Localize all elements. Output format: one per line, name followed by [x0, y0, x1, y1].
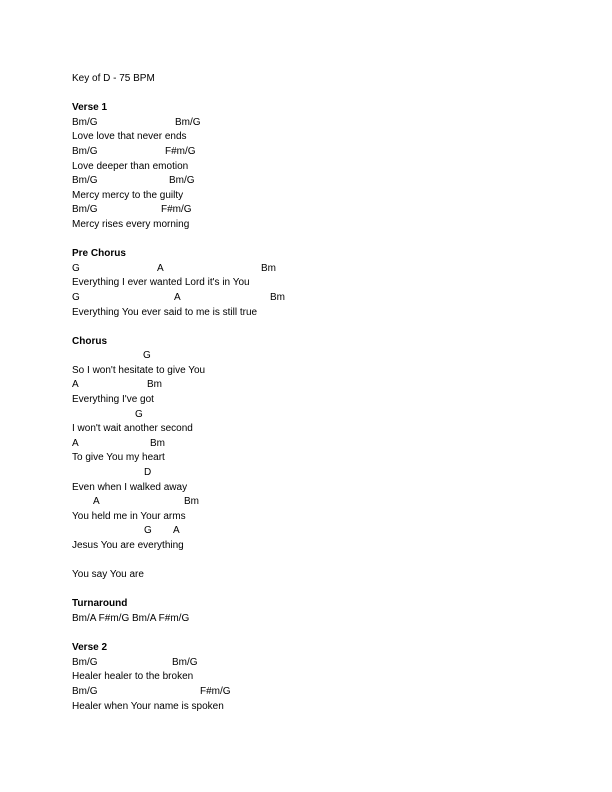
- chord-line: [72, 466, 592, 481]
- lyric-line: Healer healer to the broken: [72, 671, 194, 683]
- chord-line: [72, 495, 592, 510]
- lyric-line: You say You are: [72, 569, 144, 581]
- chord: Bm: [184, 496, 199, 508]
- chord: F#m/G: [161, 204, 192, 216]
- lyric-line: Healer when Your name is spoken: [72, 700, 224, 712]
- chord: Bm/G: [72, 175, 98, 187]
- lyric-line: To give You my heart: [72, 452, 165, 464]
- chord: A: [72, 437, 79, 449]
- chord: F#m/G: [165, 145, 196, 157]
- chord: A: [72, 379, 79, 391]
- chord-line: Bm/A F#m/G Bm/A F#m/G: [72, 612, 190, 624]
- chord-line: [72, 174, 592, 189]
- chord: Bm/G: [72, 145, 98, 157]
- chord: Bm/G: [72, 656, 98, 668]
- lyric-line: Love love that never ends: [72, 131, 187, 143]
- spacer: [72, 320, 592, 335]
- section-heading-pre-chorus: Pre Chorus: [72, 248, 126, 260]
- lyric-line: Even when I walked away: [72, 481, 188, 493]
- chord: Bm: [270, 291, 285, 303]
- spacer: [72, 627, 592, 642]
- lyric-line: Jesus You are everything: [72, 540, 184, 551]
- lyric-line: Mercy rises every morning: [72, 218, 190, 230]
- chord: Bm/G: [175, 116, 201, 128]
- spacer: [72, 554, 592, 569]
- chord: G: [72, 291, 80, 303]
- spacer: [72, 87, 592, 102]
- section-heading-turnaround: Turnaround: [72, 598, 128, 610]
- chord: Bm/G: [72, 116, 98, 128]
- chord-line: [72, 349, 592, 364]
- chord: G: [143, 350, 151, 362]
- lyric-line: So I won't hesitate to give You: [72, 364, 206, 376]
- lyric-line: Everything I've got: [72, 394, 154, 406]
- spacer: [72, 583, 592, 598]
- lyric-line: Everything You ever said to me is still true: [72, 306, 258, 318]
- chord: Bm/G: [169, 175, 195, 187]
- chord: F#m/G: [200, 685, 231, 697]
- lyric-line: Mercy mercy to the guilty: [72, 189, 184, 201]
- chord-line: [72, 378, 592, 393]
- section-heading-verse-2: Verse 2: [72, 642, 108, 654]
- chord: A: [174, 291, 181, 303]
- lyric-line: Everything I ever wanted Lord it's in You: [72, 277, 250, 289]
- chord: Bm: [261, 262, 276, 274]
- chord: A: [157, 262, 164, 274]
- chord: Bm/G: [72, 685, 98, 697]
- chord: A: [173, 525, 180, 537]
- lyric-line: You held me in Your arms: [72, 510, 186, 522]
- chord: Bm: [150, 437, 165, 449]
- chord: Bm: [147, 379, 162, 391]
- chord: D: [144, 467, 152, 479]
- chord: G: [135, 408, 143, 420]
- section-heading-verse-1: Verse 1: [72, 102, 108, 114]
- lyric-line: I won't wait another second: [72, 423, 193, 435]
- chord-line: [72, 408, 592, 423]
- chord-line: [72, 685, 592, 700]
- song-key-tempo: Key of D - 75 BPM: [72, 73, 155, 84]
- chord-line: [72, 524, 592, 539]
- chord-line: [72, 203, 592, 218]
- chord: G: [72, 262, 80, 274]
- chord: G: [144, 525, 152, 537]
- chord-line: [72, 437, 592, 452]
- chord-line: [72, 656, 592, 671]
- chord-sheet: [72, 72, 592, 714]
- chord-line: [72, 291, 592, 306]
- lyric-line: Love deeper than emotion: [72, 160, 189, 172]
- chord: Bm/G: [72, 204, 98, 216]
- section-heading-chorus: Chorus: [72, 335, 107, 347]
- chord-line: [72, 262, 592, 277]
- chord: Bm/G: [172, 656, 198, 668]
- chord-line: [72, 116, 592, 131]
- spacer: [72, 233, 592, 248]
- chord: A: [93, 496, 100, 508]
- chord-line: [72, 145, 592, 160]
